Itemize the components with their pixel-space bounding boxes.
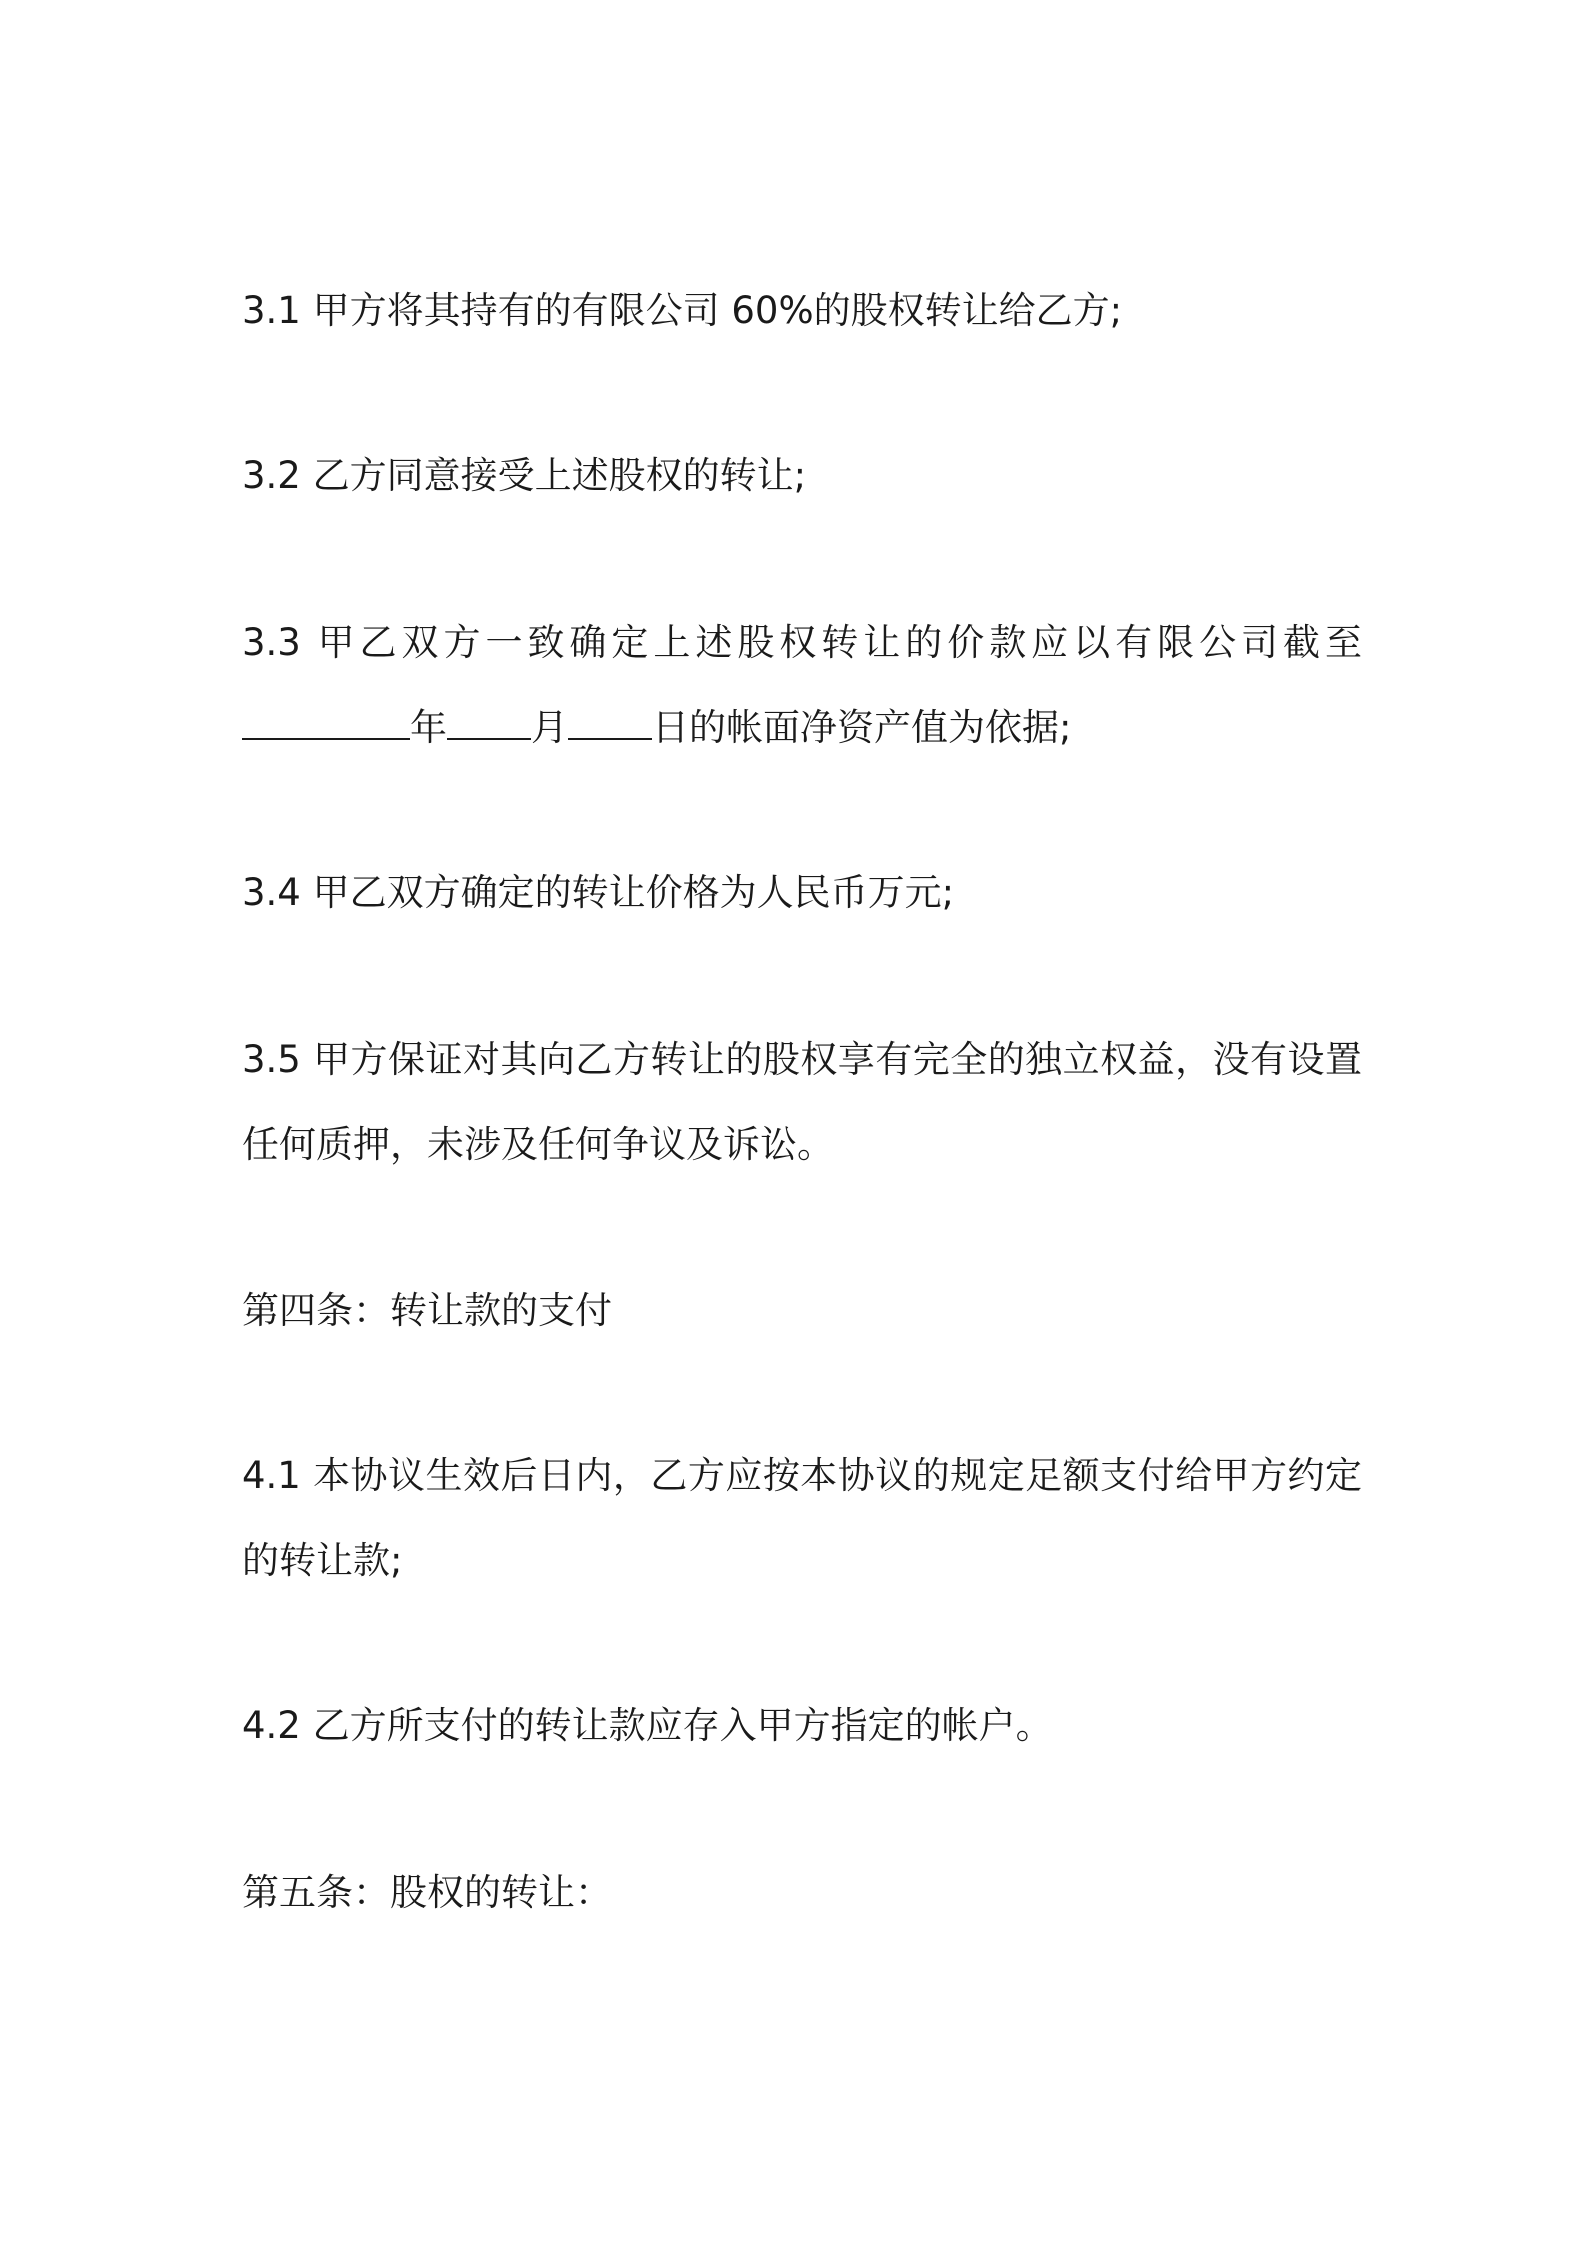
month-blank <box>447 710 531 740</box>
clause-3-5-line-1: 3.5 甲方保证对其向乙方转让的股权享有完全的独立权益，没有设置 <box>242 1038 1362 1081</box>
clause-3-2 <box>242 433 1362 518</box>
clause-4-2-text: 4.2 乙方所支付的转让款应存入甲方指定的帐户。 <box>242 1704 1053 1747</box>
clause-3-1 <box>242 268 1362 353</box>
article-4-heading <box>242 1268 1362 1353</box>
day-blank <box>568 710 652 740</box>
clause-3-2-text: 3.2 乙方同意接受上述股权的转让; <box>242 454 807 497</box>
clause-3-5-line-2: 任何质押，未涉及任何争议及诉讼。 <box>242 1123 834 1166</box>
clause-3-3-line-1: 3.3 甲乙双方一致确定上述股权转让的价款应以有限公司截至 <box>242 621 1362 664</box>
day-label-tail: 日的帐面净资产值为依据; <box>652 706 1072 749</box>
clause-3-5 <box>242 1017 1362 1187</box>
article-5-heading <box>242 1850 1362 1935</box>
year-blank <box>242 710 410 740</box>
month-label: 月 <box>531 706 568 749</box>
clause-4-2 <box>242 1683 1362 1768</box>
clause-3-4 <box>242 850 1362 935</box>
clause-3-3 <box>242 600 1362 770</box>
clause-3-1-text: 3.1 甲方将其持有的有限公司 60%的股权转让给乙方; <box>242 289 1123 332</box>
year-label: 年 <box>410 706 447 749</box>
clause-3-3-line-2 <box>242 685 1362 770</box>
article-5-heading-text: 第五条：股权的转让： <box>242 1871 612 1914</box>
clause-4-1-line-1: 4.1 本协议生效后日内，乙方应按本协议的规定足额支付给甲方约定 <box>242 1454 1362 1497</box>
article-4-heading-text: 第四条：转让款的支付 <box>242 1289 612 1332</box>
clause-4-1-line-2: 的转让款; <box>242 1539 403 1582</box>
clause-4-1 <box>242 1433 1362 1603</box>
clause-3-4-text: 3.4 甲乙双方确定的转让价格为人民币万元; <box>242 871 955 914</box>
